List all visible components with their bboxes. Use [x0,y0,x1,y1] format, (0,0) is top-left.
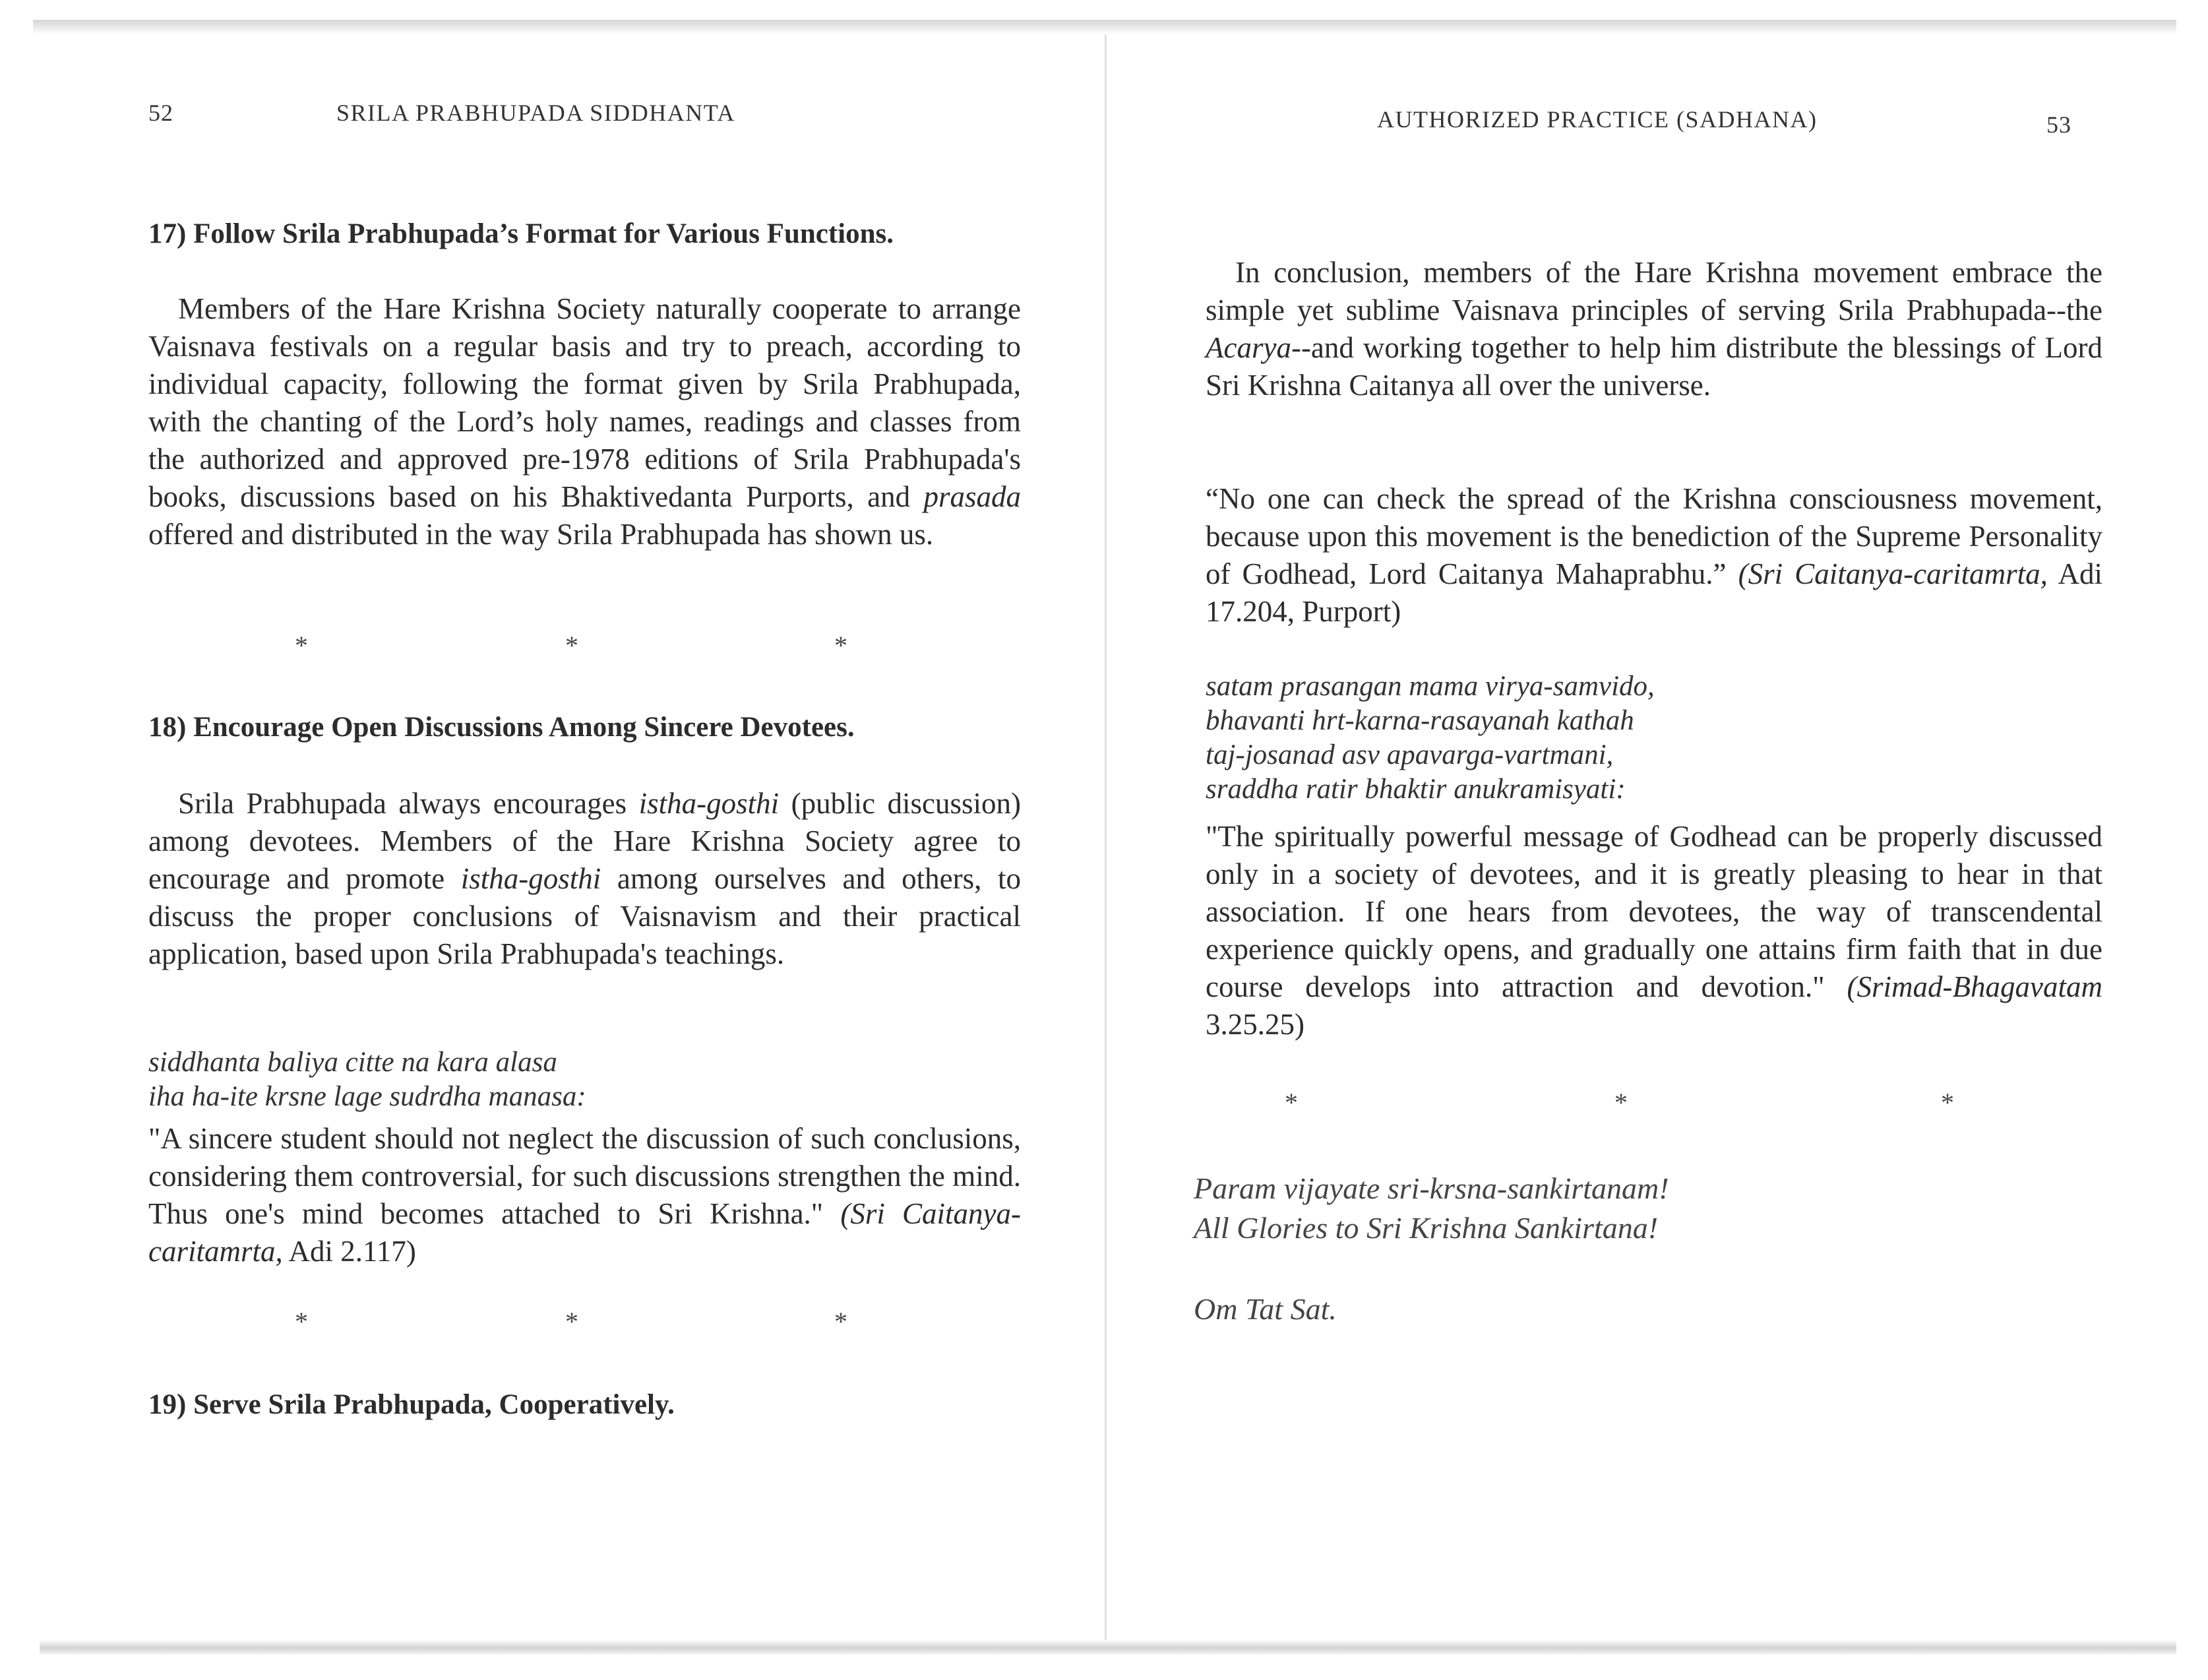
separator-star: * [295,1307,308,1336]
separator-right [1107,1087,2208,1120]
closing-lines [1194,1169,1669,1248]
citation-reference: Adi 2.117) [288,1235,416,1268]
section-17-text-end: offered and distributed in the way Srila Prabhupada has shown us. [148,518,934,551]
verse-line: sraddha ratir bhaktir anukramisyati: [1206,774,1626,805]
section-19-heading: 19) Serve Srila Prabhupada, Cooperatively. [148,1389,675,1420]
section-18-verse [148,1045,586,1114]
running-head-left: SRILA PRABHUPADA SIDDHANTA [336,100,735,126]
term-prasada: prasada [923,480,1021,513]
separator-star: * [1285,1088,1298,1117]
translation-text: "A sincere student should not neglect the discussion of such conclusions, considering them controversial, for such discussions strengthen the mind. Thus one's mind becomes attached to Sri Krishna." [148,1122,1021,1230]
right-page [1107,0,2208,1680]
section-17-text: Members of the Hare Krishna Society naturally cooperate to arrange Vaisnava festivals on a regular basis and try to preach, according to individual capacity, following the format given by Srila Prabhupada, with the chanting of the Lord’s holy names, readings and classes from the authorized and approved pre-1978 editions of Srila Prabhupada's books, discussions based on his Bhaktivedanta Purports, and [148,292,1021,513]
separator-star: * [834,631,847,660]
quote-text: “No one can check the spread of the Krishna consciousness movement, because upon this movement is the benediction of the Supreme Personality of Godhead, Lord Caitanya Mahaprabhu.” [1206,482,2102,590]
right-verse [1206,669,1655,807]
translation-text: "The spiritually powerful message of Godhead can be properly discussed only in a society of devotees, and it is greatly pleasing to hear in that association. If one hears from devotees, the way of transcendental experience quickly opens, and gradually one attains firm faith that in due course develops into attraction and devotion." [1206,820,2102,1003]
closing-line: All Glories to Sri Krishna Sankirtana! [1194,1211,1659,1245]
conclusion-text: In conclusion, members of the Hare Krishna movement embrace the simple yet sublime Vaisnava principles of serving Srila Prabhupada--the [1206,256,2102,327]
verse-line: siddhanta baliya citte na kara alasa [148,1047,557,1078]
right-translation [1206,818,2102,1043]
final-line: Om Tat Sat. [1194,1292,1337,1326]
separator-star: * [565,1307,578,1336]
quote-paragraph [1206,480,2102,631]
section-17-body [148,290,1021,553]
verse-line: bhavanti hrt-karna-rasayanah kathah [1206,705,1634,736]
page-number-left: 52 [148,100,173,126]
citation-source: (Sri Caitanya-caritamrta, [1738,557,2048,590]
term-acarya: Acarya [1206,331,1291,364]
separator-1 [0,630,1105,663]
separator-star: * [1614,1088,1628,1117]
citation-reference: 3.25.25) [1206,1008,1304,1041]
verse-line: satam prasangan mama virya-samvido, [1206,671,1655,702]
section-18-heading: 18) Encourage Open Discussions Among Sincere Devotees. [148,712,855,743]
section-18-text: (public discussion) among devotees. Members of the Hare Krishna Society agree to encourage and promote [148,787,1021,895]
verse-line: iha ha-ite krsne lage sudrdha manasa: [148,1081,586,1112]
term-istha-gosthi: istha-gosthi [460,862,601,895]
conclusion-text-end: --and working together to help him distribute the blessings of Lord Sri Krishna Caitanya all over the universe. [1206,331,2102,402]
closing-line: Param vijayate sri-krsna-sankirtanam! [1194,1171,1669,1205]
section-18-body [148,785,1021,973]
separator-star: * [295,631,308,660]
verse-line: taj-josanad asv apavarga-vartmani, [1206,739,1614,770]
page-number-right: 53 [2046,111,2071,138]
section-17-heading: 17) Follow Srila Prabhupada’s Format for Various Functions. [148,218,894,249]
separator-star: * [565,631,578,660]
separator-star: * [1941,1088,1954,1117]
citation-source: (Srimad-Bhagavatam [1847,970,2102,1003]
conclusion-paragraph [1206,254,2102,404]
section-18-text: Srila Prabhupada always encourages [178,787,627,820]
term-istha-gosthi: istha-gosthi [638,787,780,820]
citation-source: (Sri Caitanya-caritamrta, [148,1197,1022,1268]
separator-2 [0,1306,1105,1339]
section-18-translation [148,1120,1021,1270]
running-head-right: AUTHORIZED PRACTICE (SADHANA) [1377,106,1818,133]
section-18-text: among ourselves and others, to discuss the proper conclusions of Vaisnavism and their practical application, based upon Srila Prabhupada's teachings. [148,862,1021,970]
citation-reference: Adi 17.204, Purport) [1206,557,2103,628]
separator-star: * [834,1307,847,1336]
